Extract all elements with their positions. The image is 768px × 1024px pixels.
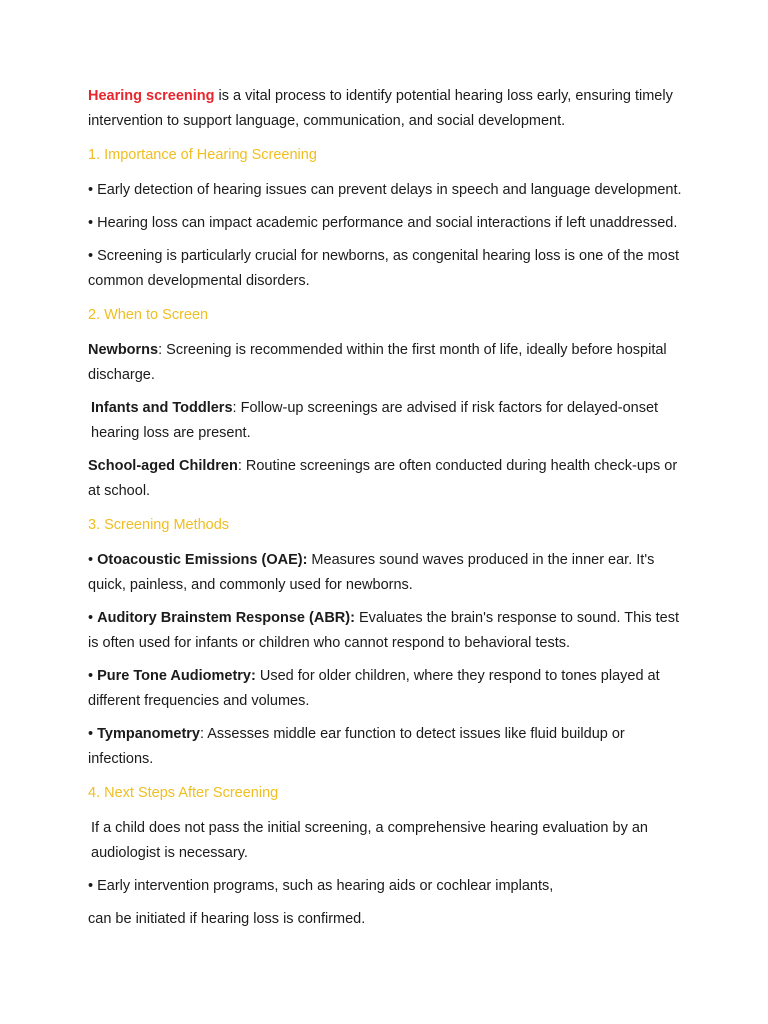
item-bullet: • — [88, 552, 98, 568]
section-heading-when-to-screen: 2. When to Screen — [88, 307, 209, 323]
item-text: : Routine screenings are often conducted during health check-ups or at school. — [88, 458, 678, 499]
section-heading-next-steps: 4. Next Steps After Screening — [88, 785, 279, 801]
item-term: Newborns — [88, 342, 159, 358]
item-term: Tympanometry — [97, 726, 200, 742]
item-text: Measures sound waves produced in the inner ear. It's quick, painless, and commonly used for newborns. — [88, 552, 655, 593]
item-bullet: • — [88, 668, 98, 684]
list-item: • Early detection of hearing issues can prevent delays in speech and language development. — [88, 182, 682, 198]
item-text: : Screening is recommended within the first month of life, ideally before hospital discharge. — [88, 342, 667, 383]
list-item — [88, 338, 688, 388]
item-term: Pure Tone Audiometry: — [97, 668, 256, 684]
item-term: Otoacoustic Emissions (OAE): — [97, 552, 308, 568]
intro-highlight: Hearing screening — [88, 88, 215, 104]
item-text: : Follow-up screenings are advised if risk factors for delayed-onset hearing loss are present. — [91, 400, 659, 441]
item-term: Infants and Toddlers — [91, 400, 233, 416]
item-text: : Assesses middle ear function to detect issues like fluid buildup or infections. — [88, 726, 625, 767]
intro-text: is a vital process to identify potential hearing loss early, ensuring timely intervention to support language, communication, and social development. — [88, 88, 673, 129]
item-term: School-aged Children — [88, 458, 238, 474]
item-bullet: • — [88, 610, 98, 626]
list-item: • Early intervention programs, such as hearing aids or cochlear implants, — [88, 878, 554, 894]
section-heading-importance: 1. Importance of Hearing Screening — [88, 147, 317, 163]
list-item — [88, 396, 688, 446]
item-text: Evaluates the brain's response to sound. This test is often used for infants or children who cannot respond to behavioral tests. — [88, 610, 680, 651]
intro-paragraph — [88, 84, 688, 134]
list-item: If a child does not pass the initial screening, a comprehensive hearing evaluation by an audiologist is necessary. — [91, 820, 648, 861]
list-item — [88, 606, 688, 656]
list-item: can be initiated if hearing loss is confirmed. — [88, 911, 366, 927]
list-item — [88, 548, 688, 598]
item-term: Auditory Brainstem Response (ABR): — [97, 610, 355, 626]
list-item: • Screening is particularly crucial for newborns, as congenital hearing loss is one of the most common developmental disorders. — [88, 248, 680, 289]
document-page — [88, 84, 688, 940]
section-heading-screening-methods: 3. Screening Methods — [88, 517, 230, 533]
item-text: Used for older children, where they respond to tones played at different frequencies and volumes. — [88, 668, 660, 709]
list-item: • Hearing loss can impact academic performance and social interactions if left unaddressed. — [88, 215, 678, 231]
list-item — [88, 454, 688, 504]
list-item — [88, 722, 688, 772]
item-bullet: • — [88, 726, 98, 742]
list-item — [88, 664, 688, 714]
